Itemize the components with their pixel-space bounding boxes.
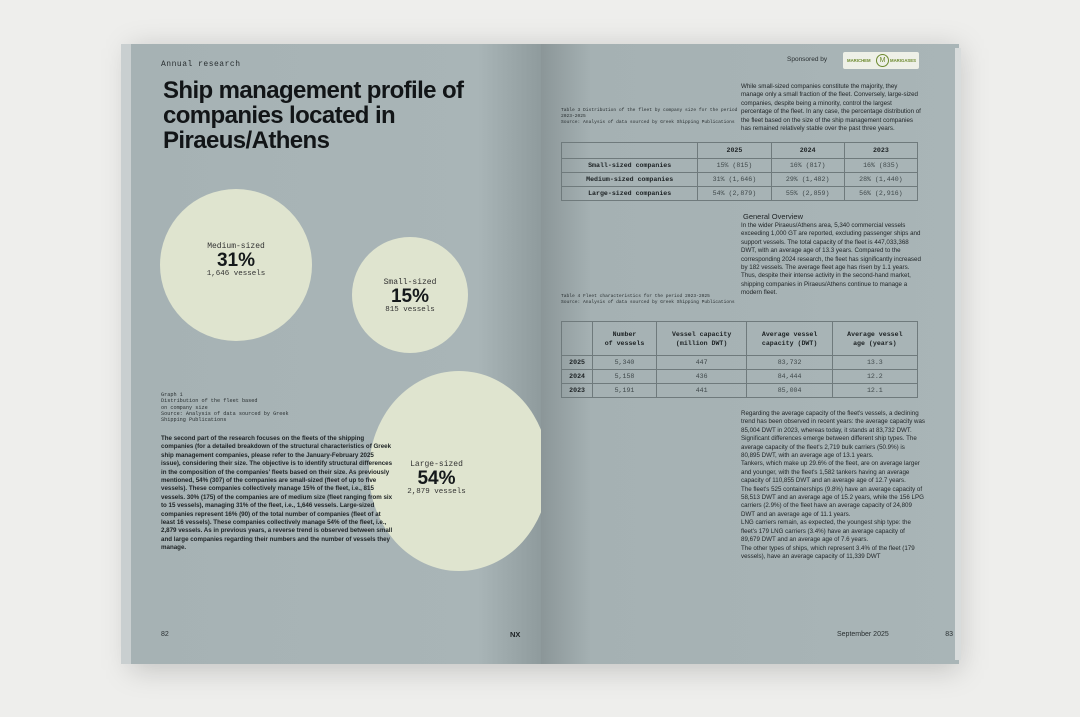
column-header xyxy=(832,322,917,356)
row-label: Medium-sized companies xyxy=(562,173,698,187)
table4-caption-line: Source: Analysis of data sourced by Greek Shipping Publications xyxy=(561,300,735,305)
column-header-line: Average vessel xyxy=(847,330,903,338)
column-header-line: of vessels xyxy=(604,339,645,347)
table-cell: 5,340 xyxy=(593,356,657,370)
issue-date: September 2025 xyxy=(837,631,889,638)
bubble-small-count: 815 vessels xyxy=(385,306,435,314)
sponsor-logo-left: MARICHEM xyxy=(847,58,871,63)
bubble-medium-category: Medium-sized xyxy=(207,242,265,251)
table-row xyxy=(562,173,918,187)
table-cell: 16% (835) xyxy=(844,159,917,173)
graph-caption-line: Source: Analysis of data sourced by Greek xyxy=(161,410,289,417)
column-header xyxy=(656,322,747,356)
table-row xyxy=(562,384,918,398)
column-header-line: Number xyxy=(612,330,637,338)
table-cell: 15% (815) xyxy=(698,159,771,173)
brand-logo: NX xyxy=(510,630,521,639)
bubble-medium-count: 1,646 vessels xyxy=(206,270,266,278)
table-cell: 13.3 xyxy=(832,356,917,370)
left-page xyxy=(121,44,541,664)
bubble-large-category: Large-sized xyxy=(410,460,463,469)
table3-caption-line: Table 3 Distribution of the fleet by company size for the period xyxy=(561,108,738,113)
table-row xyxy=(562,370,918,384)
row-year: 2024 xyxy=(562,370,593,384)
table-cell: 436 xyxy=(656,370,747,384)
bubble-medium-pct: 31% xyxy=(216,250,256,271)
table3-caption-line: 2023-2025 xyxy=(561,114,586,119)
column-header xyxy=(593,322,657,356)
table-cell: 447 xyxy=(656,356,747,370)
table-cell: 16% (817) xyxy=(771,159,844,173)
year-header: 2023 xyxy=(844,143,917,159)
section-label: Annual research xyxy=(161,60,241,69)
table-corner xyxy=(562,143,698,159)
bubble-large-count: 2,879 vessels xyxy=(407,488,466,496)
table-cell: 54% (2,879) xyxy=(698,187,771,201)
table-header-row xyxy=(562,322,918,356)
table-cell: 29% (1,482) xyxy=(771,173,844,187)
sponsor-logo-right: MARIGASES xyxy=(890,58,917,63)
year-header: 2024 xyxy=(771,143,844,159)
table-cell: 441 xyxy=(656,384,747,398)
table-cell: 56% (2,916) xyxy=(844,187,917,201)
table-cell: 28% (1,440) xyxy=(844,173,917,187)
row-label: Large-sized companies xyxy=(562,187,698,201)
column-header-line: (million DWT) xyxy=(675,339,728,347)
column-header-line: age (years) xyxy=(853,339,897,347)
page-number-left: 82 xyxy=(161,631,169,638)
bubble-large xyxy=(369,371,541,571)
table-cell: 85,004 xyxy=(747,384,832,398)
graph-caption-line: on company size xyxy=(161,404,208,411)
table3-caption-line: Source: Analysis of data sourced by Greek Shipping Publications xyxy=(561,120,735,125)
table-cell: 55% (2,859) xyxy=(771,187,844,201)
general-overview-text: In the wider Piraeus/Athens area, 5,340 commercial vessels exceeding 1,000 GT are reported, excluding passenger ships and support vessels. The total capacity of the fleet is 447,033,368 DWT, with an average age of 13.3 years. Compared to the corresponding 2024 research, the fleet has significantly increased by 182 vessels. The average fleet age has risen by 1.1 years. Thus, despite their intense activity in the second-hand market, shipping companies in Piraeus/Athens continue to manage a modern fleet. xyxy=(741,222,921,297)
body-text-left: The second part of the research focuses on the fleets of the shipping companies (for a detailed breakdown of the structural characteristics of Greek ship management companies, please refer to the January-February 2025 issue), considering their size. The objective is to identify structural differences in the composition of the companies' fleets based on their size. As previously mentioned, 54% (307) of the companies are small-sized (fleet of up to five vessels). These companies collectively manage 15% of the fleet, i.e., 815 vessels. 30% (175) of the companies are of medium size (fleet ranging from six to 15 vessels), managing 31% of the fleet, i.e., 1,646 vessels. Large-sized companies represent 16% (90) of the total number of companies (fleet of at least 16 vessels). These companies collectively manage 54% of the fleet, i.e., 2,879 vessels. As in previous years, a reverse trend is observed between small and large companies regarding their numbers and the number of vessels they manage. xyxy=(161,435,393,552)
table-header-row xyxy=(562,143,918,159)
table-row xyxy=(562,187,918,201)
graph-caption-line: Distribution of the fleet based xyxy=(161,398,258,405)
bubble-small-pct: 15% xyxy=(390,286,430,307)
graph-caption-line: Graph 1 xyxy=(161,392,183,398)
column-header-line: capacity (DWT) xyxy=(761,339,818,347)
column-header-line: Average vessel xyxy=(761,330,818,338)
table-cell: 83,732 xyxy=(747,356,832,370)
column-header-line: Vessel capacity xyxy=(671,330,732,338)
intro-text: While small-sized companies constitute the majority, they manage only a small fraction of the fleet. Conversely, large-sized companies, despite being a minority, control the largest percentage of the fleet. In any case, the percentage distribution of the fleet based on the size of the ship management companies has remained relatively stable over the past three years. xyxy=(741,83,921,133)
table-corner xyxy=(562,322,593,356)
sponsor-label: Sponsored by xyxy=(787,56,828,63)
table-cell: 5,158 xyxy=(593,370,657,384)
table-row xyxy=(562,356,918,370)
table-row xyxy=(562,159,918,173)
table-cell: 12.2 xyxy=(832,370,917,384)
row-year: 2025 xyxy=(562,356,593,370)
sponsor-logo xyxy=(843,52,919,69)
column-header xyxy=(747,322,832,356)
bubble-small xyxy=(352,237,468,353)
table-cell: 5,191 xyxy=(593,384,657,398)
table4-caption xyxy=(561,294,735,306)
section-heading: General Overview xyxy=(743,212,804,221)
page-edge xyxy=(955,48,961,660)
row-label: Small-sized companies xyxy=(562,159,698,173)
lower-body-text: Regarding the average capacity of the fleet's vessels, a declining trend has been observed in recent years: the average capacity was 85,004 DWT in 2023, whereas today, it stands at 83,732 DWT. Significant differences emerge between different ship types. The average capacity of the fleet's 2,719 bulk carriers (50.9%) is 80,895 DWT, with an average age of 13.1 years. Tankers, which make up 29.6% of the fleet, are on average larger and younger, with the fleet's 1,582 tankers having an average capacity of 110,855 DWT and an average age of 12.7 years. The fleet's 525 containerships (9.8%) have an average capacity of 58,513 DWT and an average age of 15.2 years, while the 156 LPG carriers (2.9%) of the fleet have an average capacity of 24,809 DWT and an average age of 11.1 years. LNG carriers remain, as expected, the youngest ship type: the fleet's 179 LNG carriers (3.4%) have an average capacity of 89,679 DWT and an average age of 7.6 years. The other types of ships, which represent 3.4% of the fleet (179 vessels), have an average capacity of 11,339 DWT xyxy=(741,410,926,560)
bubble-medium xyxy=(160,189,312,341)
table3-caption xyxy=(561,108,737,126)
row-year: 2023 xyxy=(562,384,593,398)
table-cell: 84,444 xyxy=(747,370,832,384)
graph-caption-line: Shipping Publications xyxy=(161,417,227,424)
bubble-large-pct: 54% xyxy=(417,468,456,489)
table-cell: 12.1 xyxy=(832,384,917,398)
page-number-right: 83 xyxy=(945,631,953,638)
fleet-characteristics-table xyxy=(561,321,918,398)
table4-caption-line: Table 4 Fleet characteristics for the period 2023-2025 xyxy=(561,294,710,299)
table-cell: 31% (1,646) xyxy=(698,173,771,187)
page-title: Ship management profile of companies located in Piraeus/Athens xyxy=(163,77,464,154)
year-header: 2025 xyxy=(698,143,771,159)
bubble-small-category: Small-sized xyxy=(383,278,437,287)
right-page xyxy=(541,44,959,664)
fleet-size-table xyxy=(561,142,918,201)
graph-caption xyxy=(161,392,311,423)
sponsor-logo-mark: M xyxy=(876,54,889,67)
